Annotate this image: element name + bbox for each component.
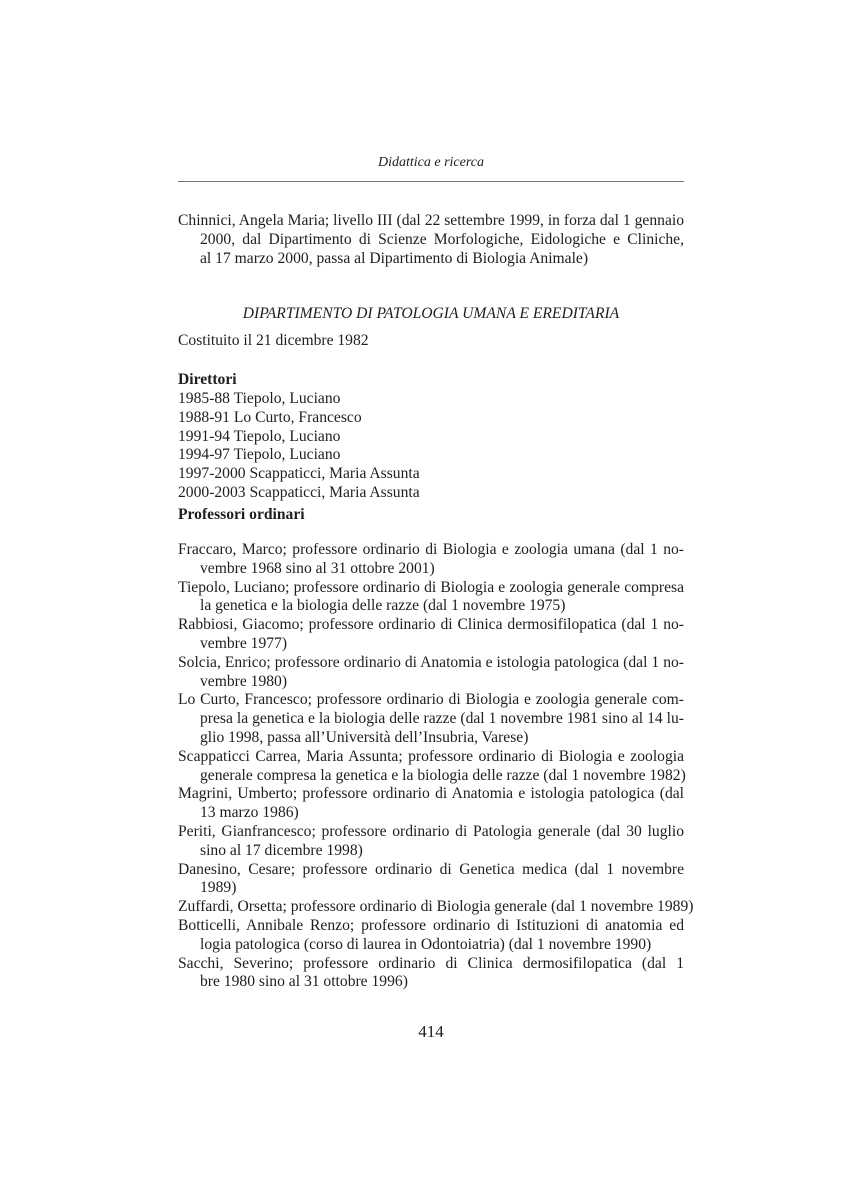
- professor-entry: [178, 541, 684, 579]
- professors-list: [178, 541, 694, 992]
- page-number: 414: [418, 1022, 444, 1041]
- department-title: DIPARTIMENTO DI PATOLOGIA UMANA E EREDITARIA: [242, 305, 620, 322]
- entry-line: Chinnici, Angela Maria; livello III (dal 22 settembre 1999, in forza dal 1 gennaio: [178, 212, 684, 229]
- entry-line: Solcia, Enrico; professore ordinario di Anatomia e istologia patologica (dal 1 no-: [178, 653, 684, 671]
- professor-entry: [178, 616, 684, 654]
- entry-line: Danesino, Cesare; professore ordinario di Genetica medica (dal 1 novembre: [178, 860, 684, 878]
- professor-entry: [178, 691, 684, 747]
- professor-entry: [178, 748, 684, 786]
- entry-line: vembre 1968 sino al 31 ottobre 2001): [200, 559, 435, 577]
- entry-line: Rabbiosi, Giacomo; professore ordinario di Clinica dermosifilopatica (dal 1 no-: [178, 616, 684, 634]
- director-item: 1988-91 Lo Curto, Francesco: [178, 408, 362, 426]
- entry-line: glio 1998, passa all’Università dell’Insubria, Varese): [200, 728, 529, 746]
- professors-heading: Professori ordinari: [178, 506, 305, 523]
- director-item: 2000-2003 Scappaticci, Maria Assunta: [178, 483, 420, 501]
- entry-line: 1989): [200, 879, 237, 897]
- entry-line: Botticelli, Annibale Renzo; professore ordinario di Istituzioni di anatomia ed: [178, 916, 684, 934]
- entry-line: 13 marzo 1986): [200, 804, 299, 822]
- entry-line: Scappaticci Carrea, Maria Assunta; professore ordinario di Biologia e zoologia: [178, 747, 684, 765]
- entry-line: la genetica e la biologia delle razze (dal 1 novembre 1975): [200, 597, 566, 615]
- professor-entry: [178, 579, 684, 617]
- entry-line: 2000, dal Dipartimento di Scienze Morfologiche, Eidologiche e Cliniche,: [200, 230, 684, 248]
- directors-heading: Direttori: [178, 371, 237, 388]
- professor-entry: [178, 785, 684, 823]
- founded-date: Costituito il 21 dicembre 1982: [178, 332, 369, 349]
- entry-line: Zuffardi, Orsetta; professore ordinario di Biologia generale (dal 1 novembre 1989): [178, 898, 694, 916]
- entry-line: logia patologica (corso di laurea in Odontoiatria) (dal 1 novembre 1990): [200, 935, 652, 953]
- professor-entry: [178, 823, 684, 861]
- director-item: 1985-88 Tiepolo, Luciano: [178, 390, 341, 407]
- professor-entry: [178, 955, 684, 993]
- entry-line: vembre 1980): [200, 672, 288, 690]
- entry-line: vembre 1977): [200, 634, 288, 652]
- entry-line: Fraccaro, Marco; professore ordinario di Biologia e zoologia umana (dal 1 no-: [178, 541, 684, 558]
- entry-line: Lo Curto, Francesco; professore ordinario di Biologia e zoologia generale com-: [178, 691, 684, 709]
- entry-line: al 17 marzo 2000, passa al Dipartimento di Biologia Animale): [200, 249, 589, 267]
- director-item: 1997-2000 Scappaticci, Maria Assunta: [178, 465, 420, 483]
- entry-line: sino al 17 dicembre 1998): [200, 841, 363, 859]
- professor-entry: [178, 917, 684, 955]
- professor-entry: [178, 861, 684, 899]
- director-item: 1994-97 Tiepolo, Luciano: [178, 446, 341, 464]
- entry-line: Magrini, Umberto; professore ordinario di Anatomia e istologia patologica (dal: [178, 785, 684, 803]
- entry-line: Sacchi, Severino; professore ordinario di Clinica dermosifilopatica (dal 1: [178, 954, 684, 972]
- professor-entry: [178, 654, 684, 692]
- intro-entry: [178, 212, 684, 268]
- entry-line: bre 1980 sino al 31 ottobre 1996): [200, 973, 408, 991]
- directors-list: [178, 390, 684, 503]
- running-head: Didattica e ricerca: [377, 155, 484, 170]
- header-rule: [178, 181, 684, 182]
- entry-line: Tiepolo, Luciano; professore ordinario di Biologia e zoologia generale compresa: [178, 578, 684, 596]
- director-item: 1991-94 Tiepolo, Luciano: [178, 427, 341, 445]
- entry-line: generale compresa la genetica e la biologia delle razze (dal 1 novembre 1982): [200, 766, 686, 784]
- entry-line: presa la genetica e la biologia delle razze (dal 1 novembre 1981 sino al 14 lu-: [200, 710, 684, 728]
- professor-entry: [178, 898, 694, 917]
- entry-line: Periti, Gianfrancesco; professore ordinario di Patologia generale (dal 30 luglio: [178, 822, 684, 840]
